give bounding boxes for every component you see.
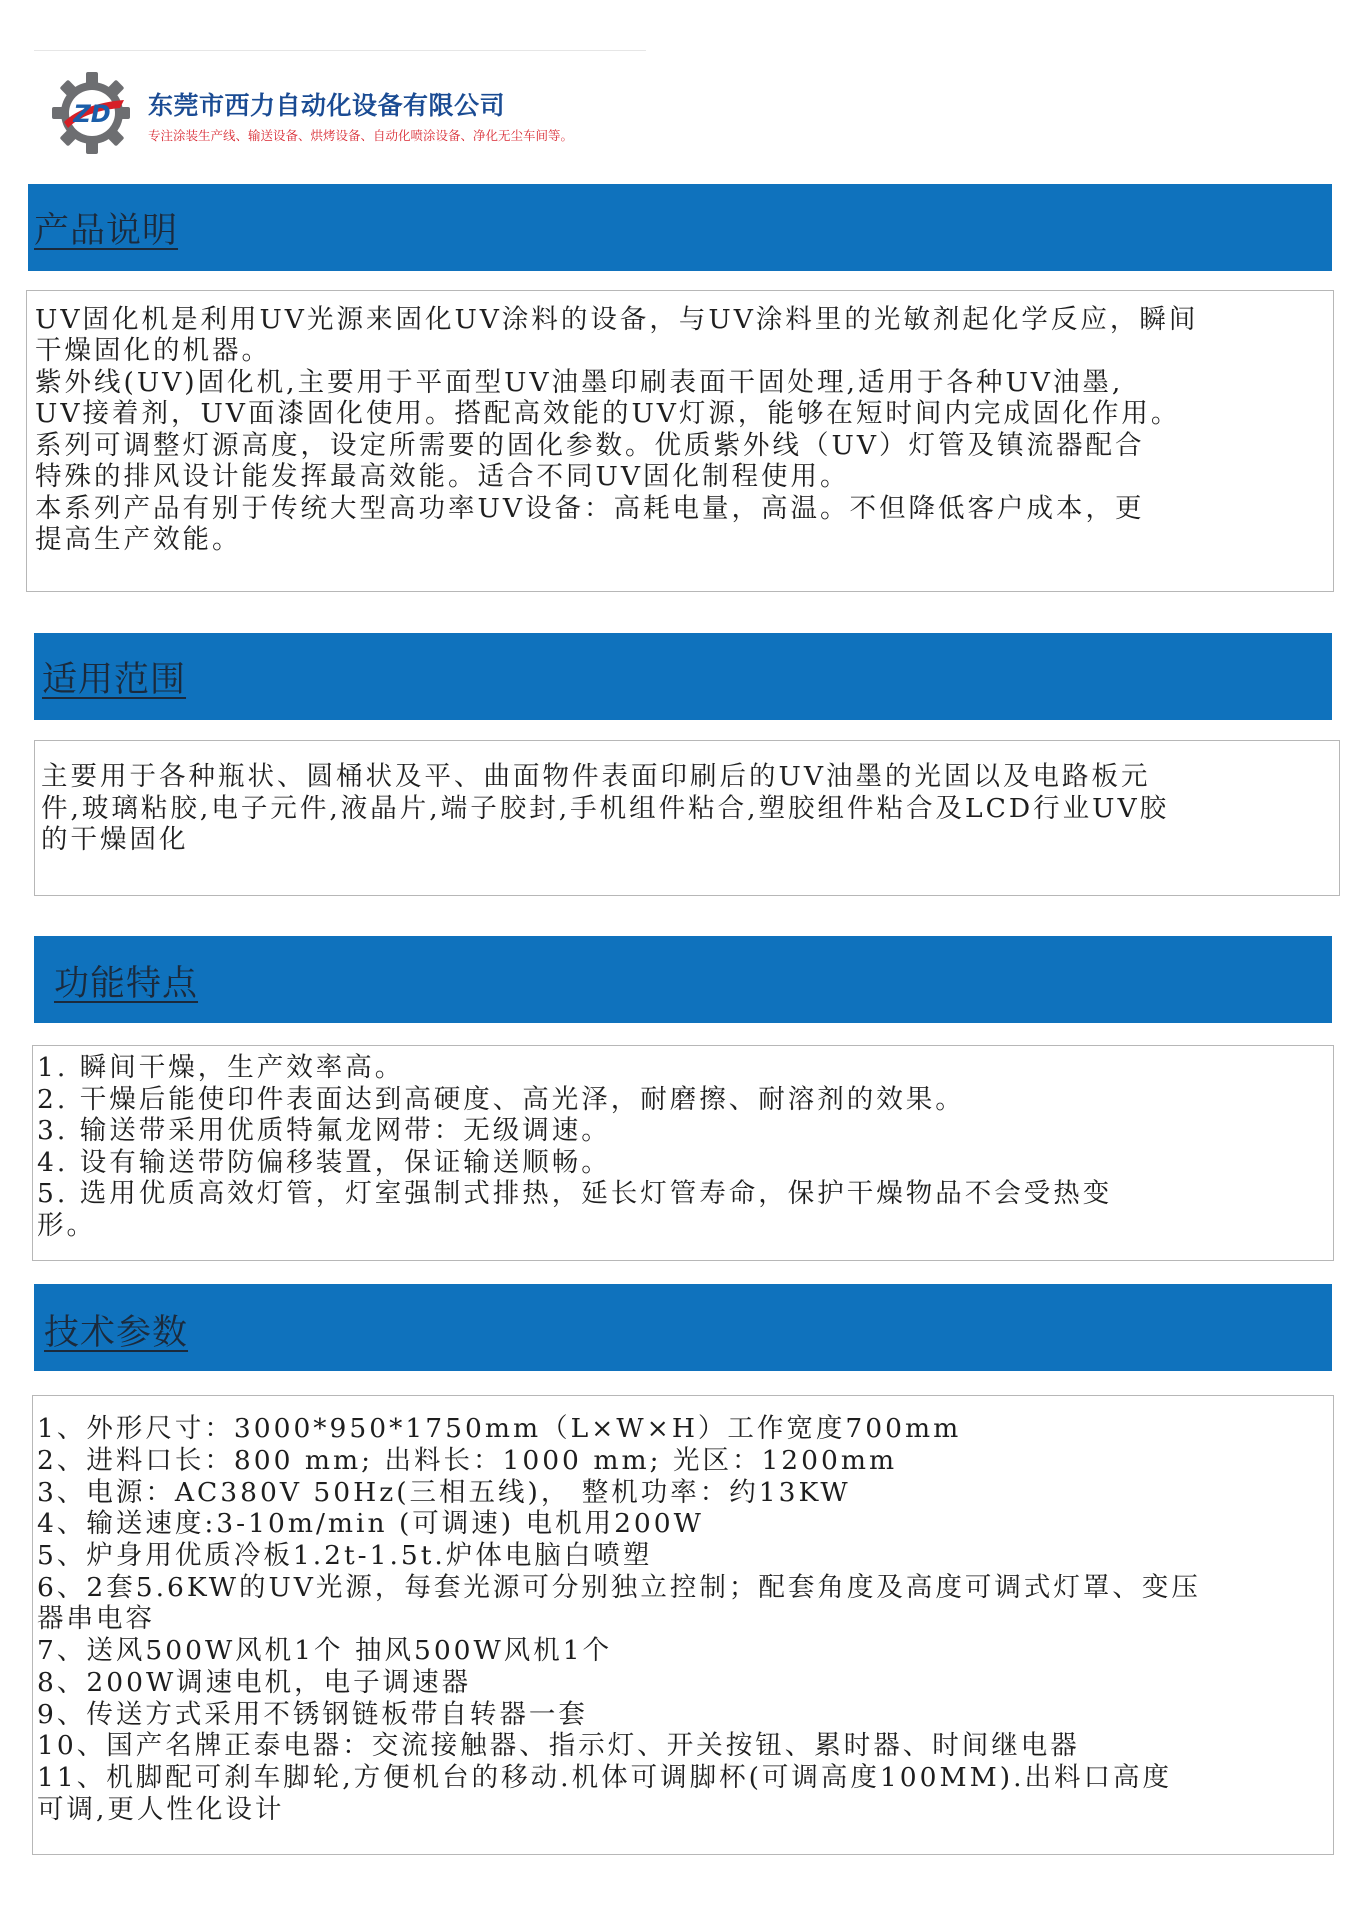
company-gear-logo-icon: [50, 70, 132, 156]
spec-item: 8、200W调速电机，电子调速器: [37, 1667, 472, 1698]
description-box: [26, 290, 1334, 592]
description-line: 特殊的排风设计能发挥最高效能。适合不同UV固化制程使用。: [35, 461, 850, 492]
description-line: 系列可调整灯源高度，设定所需要的固化参数。优质紫外线（UV）灯管及镇流器配合: [35, 430, 1145, 461]
section-header-specs: [34, 1284, 1332, 1371]
feature-item: 形。: [37, 1210, 96, 1241]
spec-item: 3、电源：AC380V 50Hz(三相五线)， 整机功率：约13KW: [37, 1477, 851, 1508]
feature-item: 3. 输送带采用优质特氟龙网带：无级调速。: [37, 1115, 611, 1146]
logo-letters: ZD: [73, 100, 111, 128]
spec-item: 7、送风500W风机1个 抽风500W风机1个: [37, 1635, 613, 1666]
description-line: UV接着剂，UV面漆固化使用。搭配高效能的UV灯源，能够在短时间内完成固化作用。: [35, 398, 1181, 429]
feature-item: 5. 选用优质高效灯管，灯室强制式排热，延长灯管寿命，保护干燥物品不会受热变: [37, 1178, 1113, 1209]
spec-item: 2、进料口长：800 mm; 出料长：1000 mm; 光区：1200mm: [37, 1445, 898, 1476]
section-header-scope: [34, 633, 1332, 720]
header-divider: [34, 50, 646, 51]
spec-item: 1、外形尺寸：3000*950*1750mm（L×W×H）工作宽度700mm: [37, 1413, 962, 1444]
feature-item: 4. 设有输送带防偏移装置，保证输送顺畅。: [37, 1147, 611, 1178]
description-line: 干燥固化的机器。: [35, 335, 271, 366]
description-line: 提高生产效能。: [35, 524, 242, 555]
scope-line: 件,玻璃粘胶,电子元件,液晶片,端子胶封,手机组件粘合,塑胶组件粘合及LCD行业UV胶: [41, 793, 1170, 824]
scope-box: [34, 740, 1340, 896]
company-name: 东莞市西力自动化设备有限公司: [148, 91, 506, 120]
features-box: [32, 1045, 1334, 1261]
section-title-features: 功能特点: [54, 964, 199, 1004]
description-line: UV固化机是利用UV光源来固化UV涂料的设备，与UV涂料里的光敏剂起化学反应，瞬间: [35, 304, 1199, 335]
spec-item: 器串电容: [37, 1603, 155, 1634]
feature-item: 1. 瞬间干燥，生产效率高。: [37, 1052, 405, 1083]
section-title-specs: 技术参数: [44, 1313, 189, 1353]
description-line: 紫外线(UV)固化机,主要用于平面型UV油墨印刷表面干固处理,适用于各种UV油墨,: [35, 367, 1124, 398]
section-title-scope: 适用范围: [42, 660, 187, 700]
feature-item: 2. 干燥后能使印件表面达到高硬度、高光泽，耐磨擦、耐溶剂的效果。: [37, 1084, 965, 1115]
spec-item: 9、传送方式采用不锈钢链板带自转器一套: [37, 1699, 588, 1730]
scope-line: 的干燥固化: [41, 824, 189, 855]
spec-item: 5、炉身用优质冷板1.2t-1.5t.炉体电脑白喷塑: [37, 1540, 653, 1571]
spec-item: 4、输送速度:3-10m/min (可调速) 电机用200W: [37, 1508, 704, 1539]
specs-box: [32, 1395, 1334, 1855]
scope-line: 主要用于各种瓶状、圆桶状及平、曲面物件表面印刷后的UV油墨的光固以及电路板元: [41, 761, 1151, 792]
section-header-features: [34, 936, 1332, 1023]
section-header-description: [28, 184, 1332, 271]
company-header: [50, 70, 650, 160]
spec-item: 可调,更人性化设计: [37, 1794, 285, 1825]
section-title-description: 产品说明: [34, 211, 179, 251]
spec-item: 11、机脚配可刹车脚轮,方便机台的移动.机体可调脚杯(可调高度100MM).出料口高度: [37, 1762, 1173, 1793]
description-line: 本系列产品有别于传统大型高功率UV设备：高耗电量，高温。不但降低客户成本，更: [35, 493, 1145, 524]
company-slogan: 专注涂装生产线、输送设备、烘烤设备、自动化喷涂设备、净化无尘车间等。: [148, 128, 574, 143]
spec-item: 6、2套5.6KW的UV光源，每套光源可分别独立控制；配套角度及高度可调式灯罩、变压: [37, 1572, 1201, 1603]
spec-item: 10、国产名牌正泰电器：交流接触器、指示灯、开关按钮、累时器、时间继电器: [37, 1730, 1080, 1761]
